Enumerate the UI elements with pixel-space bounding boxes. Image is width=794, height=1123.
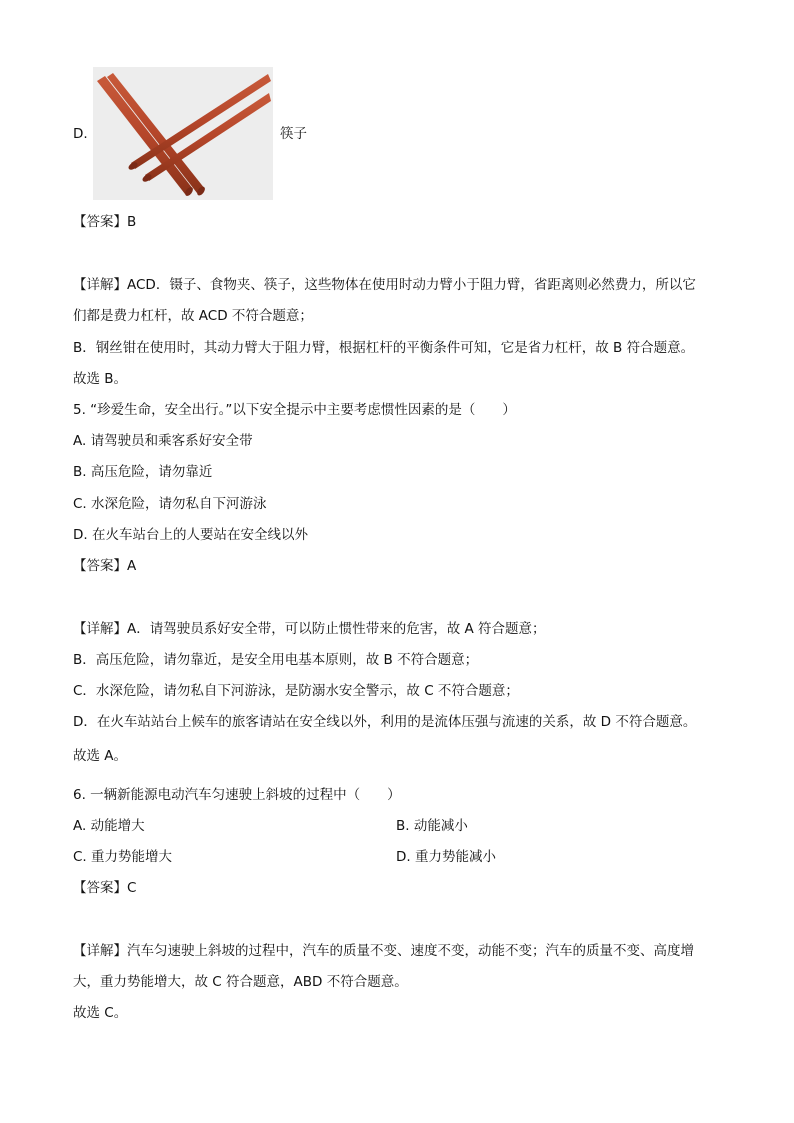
q5-detail-line-2: B．高压危险，请勿靠近，是安全用电基本原则，故 B 不符合题意； (73, 652, 479, 668)
q6-option-b: B. 动能减小 (396, 818, 468, 834)
q4-detail-line-1: 【详解】ACD．镊子、食物夹、筷子，这些物体在使用时动力臂小于阻力臂，省距离则必然费力，所以它 (73, 277, 696, 293)
q6-detail-line-3: 故选 C。 (73, 1005, 128, 1021)
q4-answer: 【答案】B (73, 214, 137, 230)
option-d-letter: D. (73, 126, 88, 142)
q4-detail-line-4: 故选 B。 (73, 371, 128, 387)
q6-option-c: C. 重力势能增大 (73, 849, 173, 865)
q4-detail-line-3: B．钢丝钳在使用时，其动力臂大于阻力臂，根据杠杆的平衡条件可知，它是省力杠杆，故 B 符合题意。 (73, 340, 695, 356)
q6-answer: 【答案】C (73, 880, 137, 896)
q5-option-d: D. 在火车站台上的人要站在安全线以外 (73, 527, 308, 543)
q5-stem: 5. “珍爱生命，安全出行。”以下安全提示中主要考虑惯性因素的是（ ） (73, 402, 516, 418)
q5-option-a: A. 请驾驶员和乘客系好安全带 (73, 433, 253, 449)
q6-option-a: A. 动能增大 (73, 818, 145, 834)
q5-detail-line-1: 【详解】A．请驾驶员系好安全带，可以防止惯性带来的危害，故 A 符合题意； (73, 621, 546, 637)
chopsticks-icon (93, 67, 273, 200)
q6-option-d: D. 重力势能减小 (396, 849, 496, 865)
q5-answer: 【答案】A (73, 558, 137, 574)
q5-option-c: C. 水深危险，请勿私自下河游泳 (73, 496, 267, 512)
q5-detail-line-3: C．水深危险，请勿私自下河游泳，是防溺水安全警示，故 C 不符合题意； (73, 683, 519, 699)
q5-detail-line-5: 故选 A。 (73, 748, 128, 764)
q6-stem: 6. 一辆新能源电动汽车匀速驶上斜坡的过程中（ ） (73, 787, 401, 803)
chopsticks-image (93, 67, 273, 200)
q6-detail-line-1: 【详解】汽车匀速驶上斜坡的过程中，汽车的质量不变、速度不变，动能不变；汽车的质量不变、高度增 (73, 943, 694, 959)
q4-detail-line-2: 们都是费力杠杆，故 ACD 不符合题意； (73, 308, 313, 324)
q5-detail-line-4: D．在火车站站台上候车的旅客请站在安全线以外，利用的是流体压强与流速的关系，故 D 不符合题意。 (73, 714, 697, 730)
q5-option-b: B. 高压危险，请勿靠近 (73, 464, 213, 480)
q6-detail-line-2: 大，重力势能增大，故 C 符合题意，ABD 不符合题意。 (73, 974, 408, 990)
option-d-text: 筷子 (280, 126, 307, 142)
